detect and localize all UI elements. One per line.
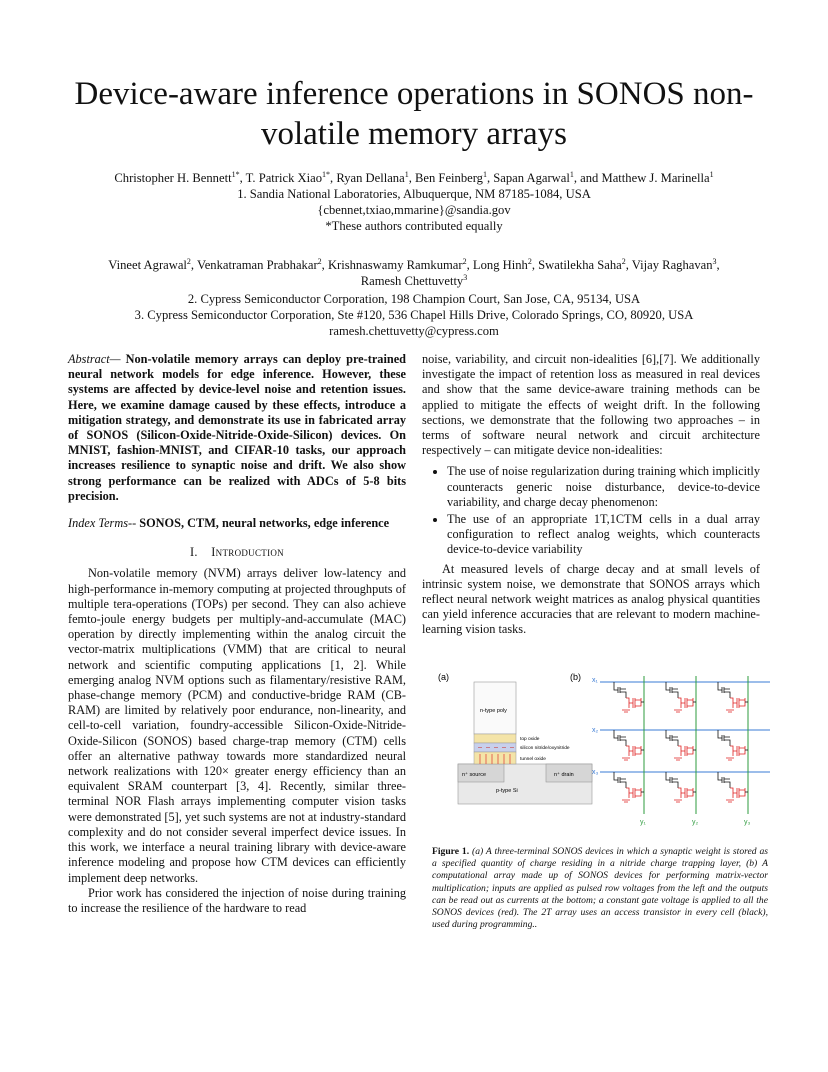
abstract-label: Abstract— [68, 352, 121, 366]
access-transistor [666, 772, 678, 788]
email-1[interactable]: {cbennet,txiao,mmarine}@sandia.gov [317, 203, 511, 217]
array-cell [718, 772, 748, 802]
caption-label: Figure 1. [432, 846, 470, 857]
sonos-transistor [726, 788, 745, 802]
right-paragraph-1: noise, variability, and circuit non-idealities [6],[7]. We additionally investigate the impact of retention loss as measured in real devices and show that the same device-aware training methods can be applied to mitigate the effects of weight drift. In the following sections, we demonstrate that the following two approaches – in terms of software neural network and circuit architecture respectively – can mitigate device non-idealities: [422, 352, 760, 458]
abstract: Abstract— Non-volatile memory arrays can deploy pre-trained neural network models for edge inference. However, these systems are affected by device-level noise and retention issues. Here, we examine damage caused by these effects, introduce a mitigation strategy, and demonstrate its use in fabricated array of SONOS (Silicon-Oxide-Nitride-Oxide-Silicon) devices. On MNIST, fashion-MNIST, and CIFAR-10 tasks, our approach increases resilience to synaptic noise and drift. We also show strong performance can be realized with ADCs of 5-8 bits precision. [68, 352, 406, 503]
panel-a-label: (a) [438, 672, 449, 682]
sonos-transistor [674, 698, 693, 712]
array-cell [666, 682, 696, 712]
list-item: • The use of an appropriate 1T,1CTM cells in a dual array configuration to reflect analog weights, which counteracts device-to-device variability [447, 512, 760, 558]
affiliation-3: 3. Cypress Semiconductor Corporation, Ste #120, 536 Chapel Hills Drive, Colorado Springs, CO, 80920, USA [134, 308, 694, 322]
equal-contribution-note: *These authors contributed equally [325, 219, 503, 233]
author: Ben Feinberg [415, 171, 483, 185]
author: T. Patrick Xiao [245, 171, 323, 185]
author: Vineet Agrawal [108, 258, 187, 272]
affiliation-1: 1. Sandia National Laboratories, Albuquerque, NM 87185-1084, USA [237, 187, 591, 201]
row-label-x2: x₂ [592, 727, 599, 734]
right-paragraph-2: At measured levels of charge decay and at small levels of intrinsic system noise, we demonstrate that SONOS arrays which reflect neural network weight matrices as analog physical quantities can yield inference accuracies that are relevant to modern machine-learning vision tasks. [422, 561, 760, 637]
right-column [422, 352, 760, 638]
author-list-2: Vineet Agrawal$^2$, Venkatraman Prabhakar$^2$, Krishnaswamy Ramkumar$^2$, Long Hinh$^2$, Swatilekha Saha$^2$, Vijay Raghavan$^3$, [108, 256, 720, 272]
substrate-label: p-type Si [496, 788, 518, 794]
author: Swatilekha Saha [538, 258, 622, 272]
top-oxide-label: top oxide [520, 737, 540, 742]
access-transistor [614, 730, 626, 746]
col-label-y1: y₁ [640, 819, 646, 826]
row-label-x1: x₁ [592, 677, 598, 684]
section-heading-introduction: I. Introduction [190, 545, 284, 560]
tunnel-oxide-label: tunnel oxide [520, 757, 546, 762]
sonos-transistor [674, 788, 693, 802]
sonos-cross-section [438, 672, 592, 804]
author: Ramesh Chettuvetty [360, 274, 464, 288]
access-transistor [718, 772, 730, 788]
source-label: n⁺ source [462, 772, 486, 778]
list-item: • The use of noise regularization during training which implicitly counteracts generic noise disturbance, device-to-device variability, and charge decay phenomenon: [447, 464, 760, 510]
affiliation-2: 2. Cypress Semiconductor Corporation, 198 Champion Court, San Jose, CA, 95134, USA [187, 292, 641, 306]
top-oxide-layer [474, 734, 516, 743]
array-cell [614, 772, 644, 802]
sonos-transistor [726, 698, 745, 712]
author-list-1: Christopher H. Bennett$^{1*}$, T. Patrick Xiao$^{1*}$, Ryan Dellana$^1$, Ben Feinberg$^1$, Sapan Agarwal$^1$, and Matthew J. Marinella$^1$ [114, 169, 714, 185]
array-cell [666, 772, 696, 802]
nitride-label: silicon nitride/oxynitride [520, 746, 570, 751]
author: Ryan Dellana [336, 171, 405, 185]
col-label-y3: y₃ [744, 819, 751, 826]
author-list-2-cont: Ramesh Chettuvetty$^3$ [360, 272, 468, 288]
paper-title: Device-aware inference operations in SONOS non-volatile memory arrays [74, 76, 754, 152]
drain-label: n⁺ drain [554, 772, 574, 778]
col-label-y2: y₂ [692, 819, 699, 826]
author: Sapan Agarwal [493, 171, 570, 185]
array-cell [614, 682, 644, 712]
figure-1 [428, 668, 770, 840]
figure-1-caption [432, 846, 768, 931]
index-terms-label: Index Terms-- [68, 516, 137, 531]
author: Long Hinh [472, 258, 528, 272]
caption-text: (a) A three-terminal SONOS devices in which a synaptic weight is stored as a specified quantity of charge residing in a nitride charge trapping layer, (b) A computational array made up of SONOS devices for performing matrix-vector multiplication; inputs are applied as pulsed row voltages from the left and the outputs can be read out as currents at the bottom; a constant gate voltage is applied to all the SONOS devices (red). The 2T array uses an access transistor in every cell (black), used during programming.. [432, 846, 768, 931]
sonos-transistor [674, 746, 693, 760]
access-transistor [666, 682, 678, 698]
sonos-transistor [726, 746, 745, 760]
author: Venkatraman Prabhakar [197, 258, 318, 272]
access-transistor [718, 682, 730, 698]
access-transistor [614, 772, 626, 788]
author: Christopher H. Bennett [114, 171, 232, 185]
array-cells [614, 682, 748, 802]
approach-list [422, 464, 760, 557]
sonos-array [570, 672, 770, 826]
access-transistor [718, 730, 730, 746]
author: Krishnaswamy Ramkumar [327, 258, 463, 272]
author: Vijay Raghavan [631, 258, 713, 272]
gate-label: n-type poly [480, 708, 507, 714]
panel-b-label: (b) [570, 672, 581, 682]
email-2[interactable]: ramesh.chettuvetty@cypress.com [329, 324, 499, 338]
figure-1-graphic [428, 668, 770, 840]
array-cell [666, 730, 696, 760]
array-cell [614, 730, 644, 760]
access-transistor [666, 730, 678, 746]
array-cell [718, 730, 748, 760]
sonos-transistor [622, 788, 641, 802]
intro-paragraph-1: Non-volatile memory (NVM) arrays deliver low-latency and high-performance in-memory computing at projected throughputs of multiple tera-operations (TOPs) per second. They can also achieve femto-joule energy budgets per multiply-and-accumulate (MAC) operation by directly implementing within the analog circuit the vector-matrix multiplications (VMM) that are critical to neural network and scientific computing applications [1, 2]. While emerging analog NVM options such as filamentary/resistive RAM, phase-change memory (PCM) and conductive-bridge RAM (CB-RAM) are limited by relatively poor endurance, non-linearity, and cell-to-cell variation, foundry-accessible Silicon-Oxide-Nitride-Oxide-Silicon (SONOS) based charge-trap memory (CTM) cells offer an alternative pathway towards more standardized neural network realizations with 120× greater energy efficiency than an equivalent SRAM counterpart [3, 4]. Recently, similar three-terminal NOR Flash arrays implementing computer vision tasks were demonstrated [5], yet such systems are not at industry-standard complexity and do not consider several imperfect device issues. In this work, we interface a neural training library with device-aware inference modeling and propose how CTM devices can efficiently implement deep networks. [68, 566, 406, 885]
access-transistor [614, 682, 626, 698]
left-column [68, 352, 406, 916]
sonos-transistor [622, 746, 641, 760]
author: Matthew J. Marinella [601, 171, 710, 185]
index-terms: Index Terms-- SONOS, CTM, neural networks, edge inference [68, 516, 390, 531]
intro-paragraph-2: Prior work has considered the injection of noise during training to increase the resilience of the hardware to read [68, 885, 406, 915]
row-label-x3: x₃ [592, 769, 599, 776]
array-cell [718, 682, 748, 712]
sonos-transistor [622, 698, 641, 712]
